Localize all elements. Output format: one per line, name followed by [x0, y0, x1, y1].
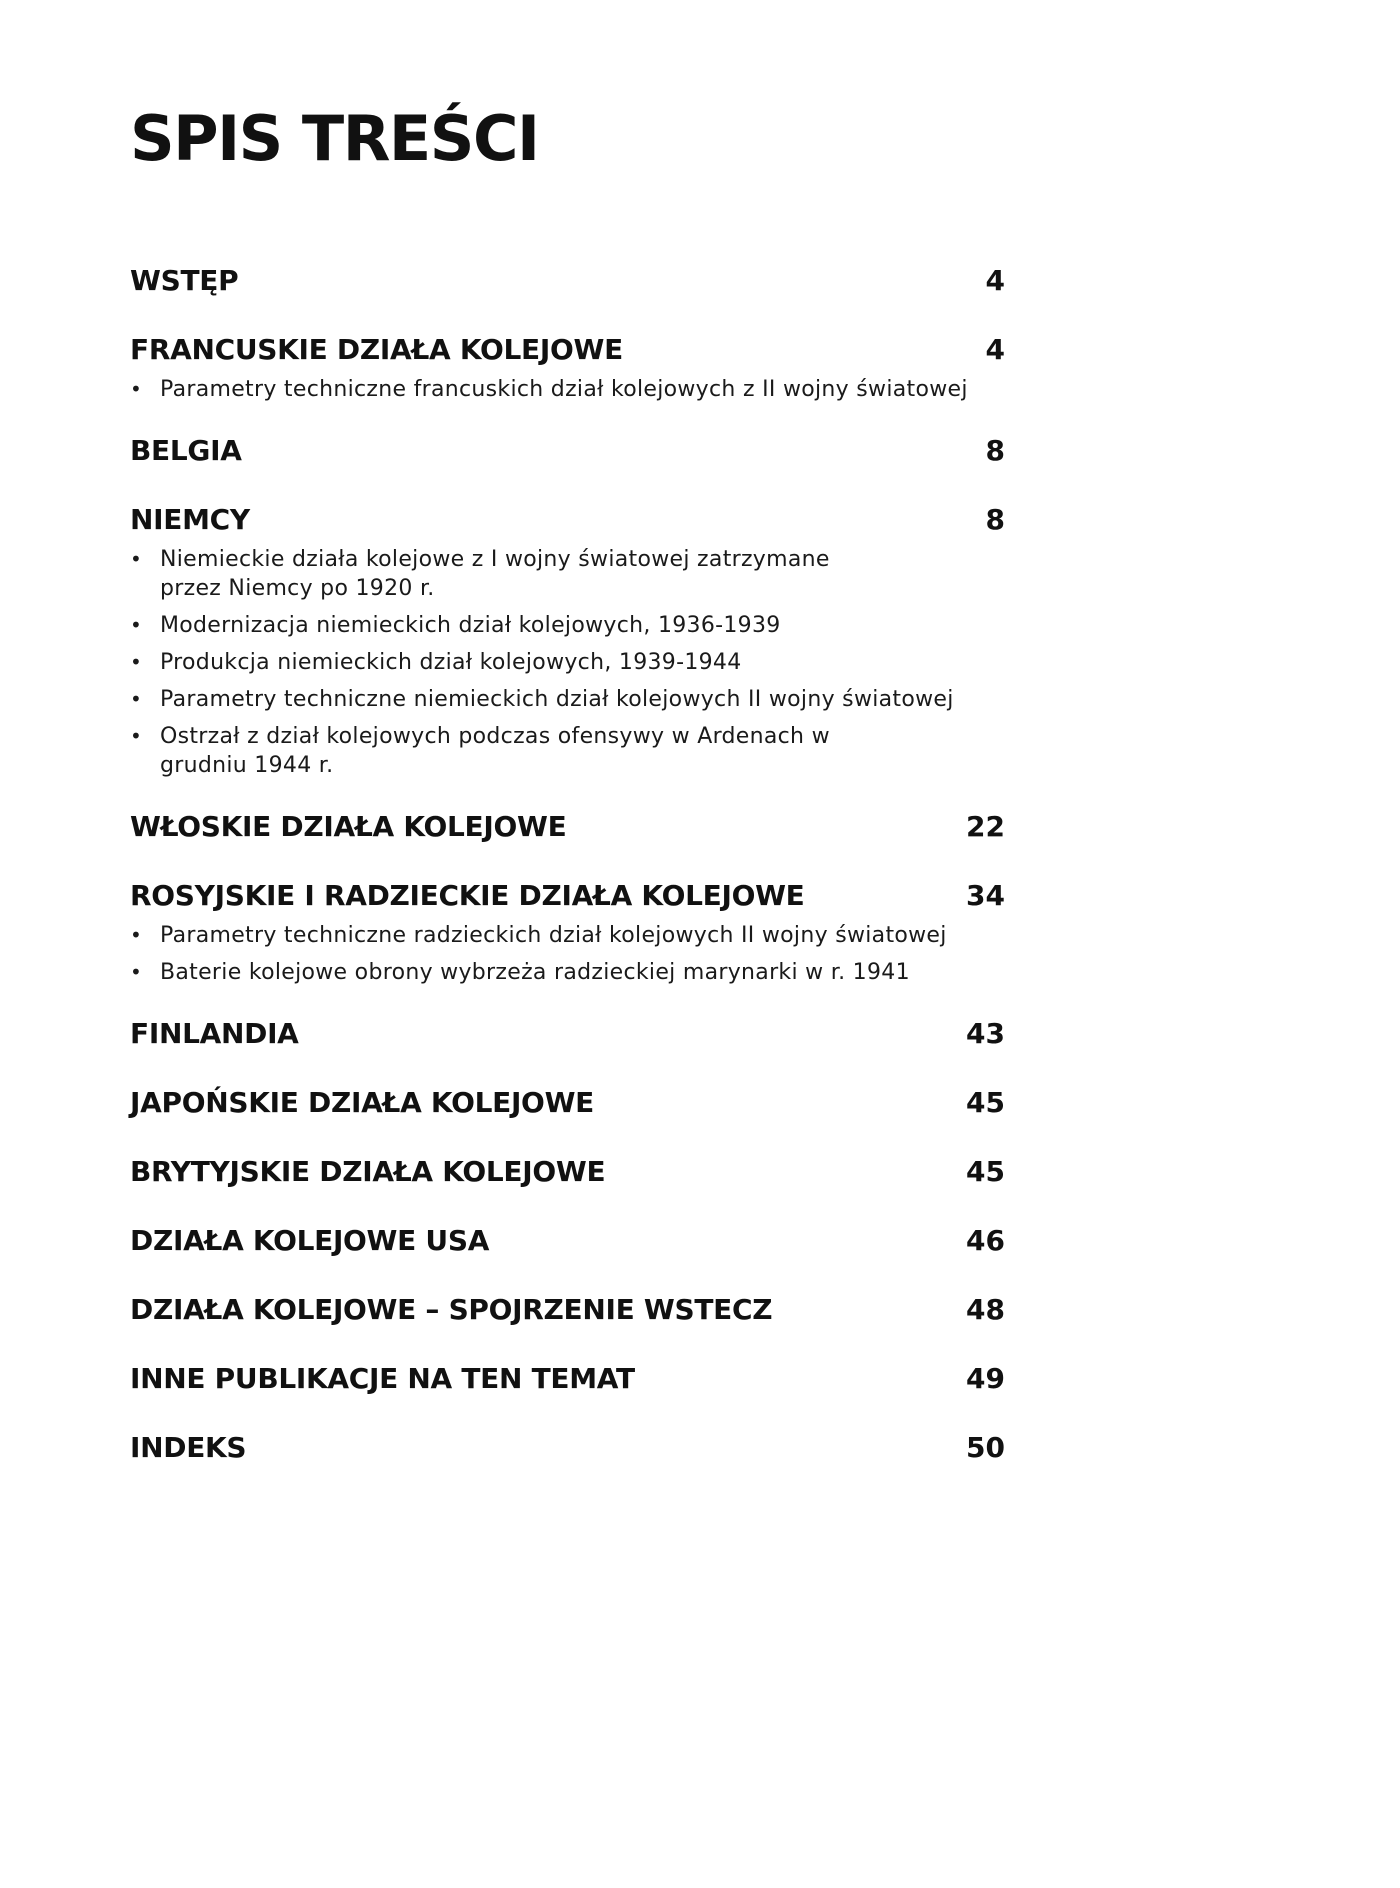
toc-entry	[130, 1155, 1005, 1189]
toc-subsection-text: Parametry techniczne radzieckich dział kolejowych II wojny światowej	[160, 923, 947, 948]
toc-entry	[130, 1017, 1005, 1051]
toc-section	[130, 1293, 1005, 1327]
toc-subsection-text: Niemieckie działa kolejowe z I wojny światowej zatrzymane przez Niemcy po 1920 r.	[160, 547, 830, 601]
toc-subsection	[130, 685, 1005, 714]
toc-entry	[130, 1224, 1005, 1258]
toc-subsection	[130, 611, 880, 640]
toc-section	[130, 264, 1005, 298]
bullet-icon: •	[130, 650, 143, 674]
toc-page-number: 45	[966, 1086, 1005, 1119]
bullet-icon: •	[130, 377, 143, 401]
toc-page-number: 22	[966, 810, 1005, 843]
toc-heading: INNE PUBLIKACJE NA TEN TEMAT	[130, 1362, 635, 1395]
toc-heading: DZIAŁA KOLEJOWE USA	[130, 1224, 490, 1257]
table-of-contents	[130, 264, 1005, 1500]
toc-subsection-text: Produkcja niemieckich dział kolejowych, 1939-1944	[160, 650, 742, 675]
toc-page-number: 45	[966, 1155, 1005, 1188]
toc-heading: DZIAŁA KOLEJOWE – SPOJRZENIE WSTECZ	[130, 1293, 773, 1326]
toc-page-number: 34	[966, 879, 1005, 912]
toc-subsection-list	[130, 545, 1005, 780]
toc-subsection	[130, 375, 1005, 404]
toc-subsection	[130, 648, 880, 677]
toc-page-number: 46	[966, 1224, 1005, 1257]
bullet-icon: •	[130, 613, 143, 637]
toc-entry	[130, 333, 1005, 367]
toc-entry	[130, 810, 1005, 844]
toc-subsection-text: Baterie kolejowe obrony wybrzeża radzieckiej marynarki w r. 1941	[160, 960, 910, 985]
toc-heading: INDEKS	[130, 1431, 247, 1464]
bullet-icon: •	[130, 960, 143, 984]
toc-subsection	[130, 958, 1005, 987]
toc-entry	[130, 879, 1005, 913]
toc-subsection-text: Modernizacja niemieckich dział kolejowych, 1936-1939	[160, 613, 781, 638]
toc-section	[130, 1155, 1005, 1189]
toc-page-number: 8	[985, 434, 1005, 467]
toc-section	[130, 1431, 1005, 1465]
toc-subsection	[130, 921, 1005, 950]
toc-heading: WSTĘP	[130, 264, 239, 297]
toc-section	[130, 434, 1005, 468]
toc-page-number: 4	[985, 333, 1005, 366]
toc-heading: FINLANDIA	[130, 1017, 299, 1050]
toc-entry	[130, 434, 1005, 468]
page-title: SPIS TREŚCI	[130, 102, 539, 175]
toc-page-number: 8	[985, 503, 1005, 536]
bullet-icon: •	[130, 547, 143, 571]
toc-subsection-list	[130, 921, 1005, 987]
bullet-icon: •	[130, 687, 143, 711]
toc-subsection-text: Ostrzał z dział kolejowych podczas ofensywy w Ardenach w grudniu 1944 r.	[160, 724, 830, 778]
toc-section	[130, 1017, 1005, 1051]
toc-entry	[130, 264, 1005, 298]
toc-section	[130, 879, 1005, 987]
toc-heading: NIEMCY	[130, 503, 250, 536]
toc-entry	[130, 1086, 1005, 1120]
toc-heading: WŁOSKIE DZIAŁA KOLEJOWE	[130, 810, 567, 843]
toc-page-number: 43	[966, 1017, 1005, 1050]
bullet-icon: •	[130, 724, 143, 748]
toc-page-number: 50	[966, 1431, 1005, 1464]
toc-entry	[130, 1293, 1005, 1327]
toc-heading: FRANCUSKIE DZIAŁA KOLEJOWE	[130, 333, 623, 366]
toc-section	[130, 810, 1005, 844]
toc-section	[130, 1362, 1005, 1396]
toc-subsection	[130, 545, 880, 603]
toc-section	[130, 503, 1005, 780]
toc-section	[130, 1086, 1005, 1120]
toc-subsection-list	[130, 375, 1005, 404]
toc-page-number: 49	[966, 1362, 1005, 1395]
toc-page-number: 4	[985, 264, 1005, 297]
toc-subsection	[130, 722, 880, 780]
toc-heading: BRYTYJSKIE DZIAŁA KOLEJOWE	[130, 1155, 606, 1188]
toc-subsection-text: Parametry techniczne niemieckich dział kolejowych II wojny światowej	[160, 687, 954, 712]
toc-heading: JAPOŃSKIE DZIAŁA KOLEJOWE	[130, 1086, 594, 1119]
toc-entry	[130, 1362, 1005, 1396]
toc-subsection-text: Parametry techniczne francuskich dział kolejowych z II wojny światowej	[160, 377, 968, 402]
toc-page-number: 48	[966, 1293, 1005, 1326]
bullet-icon: •	[130, 923, 143, 947]
toc-entry	[130, 1431, 1005, 1465]
toc-section	[130, 333, 1005, 404]
toc-section	[130, 1224, 1005, 1258]
toc-heading: BELGIA	[130, 434, 242, 467]
toc-entry	[130, 503, 1005, 537]
toc-heading: ROSYJSKIE I RADZIECKIE DZIAŁA KOLEJOWE	[130, 879, 805, 912]
